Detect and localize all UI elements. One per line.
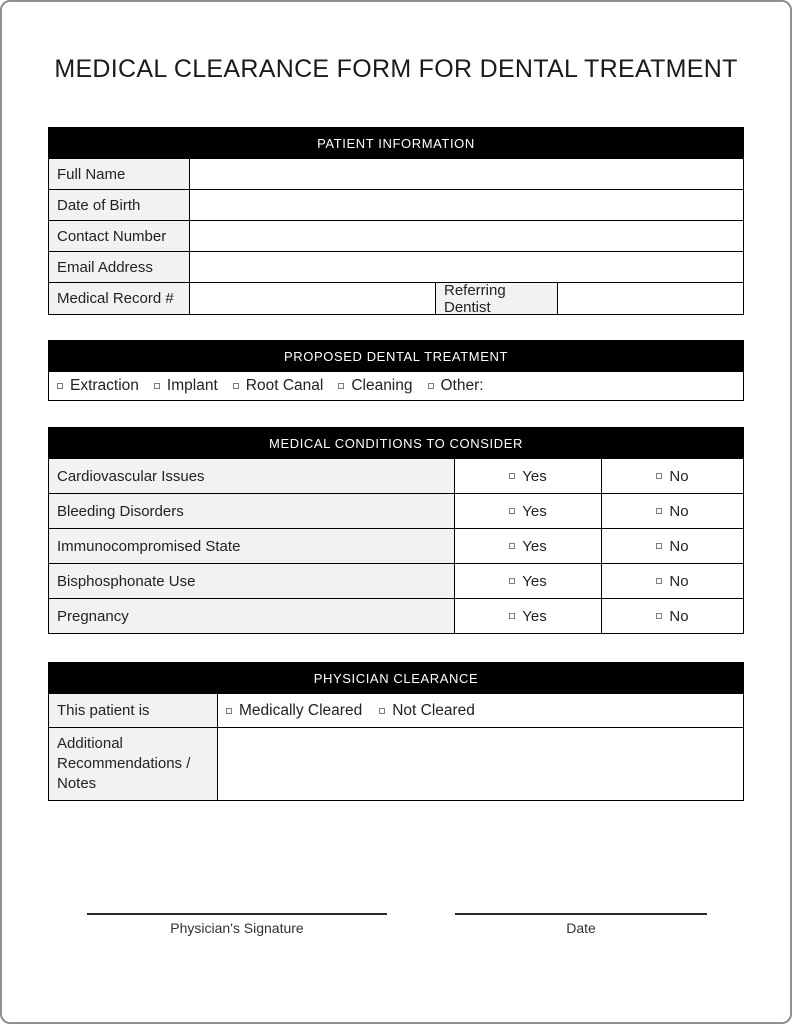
no-cell	[601, 599, 743, 633]
medical-record-label: Medical Record #	[49, 283, 189, 314]
patient-information-header: PATIENT INFORMATION	[49, 128, 743, 158]
date-line[interactable]	[455, 913, 707, 915]
cleaning-label: Cleaning	[351, 377, 413, 394]
treatment-options-row	[49, 371, 743, 400]
yes-cell	[454, 494, 601, 528]
email-address-label: Email Address	[49, 252, 189, 282]
extraction-checkbox[interactable]	[57, 383, 63, 389]
full-name-field[interactable]	[189, 159, 743, 189]
option-implant	[154, 377, 218, 395]
yes-label: Yes	[522, 607, 547, 625]
bleeding-no-checkbox[interactable]	[656, 508, 662, 514]
option-root-canal	[233, 377, 324, 395]
medically-cleared-label: Medically Cleared	[239, 701, 363, 719]
yes-cell	[454, 529, 601, 563]
date-of-birth-field[interactable]	[189, 190, 743, 220]
date-block	[455, 913, 707, 936]
pregnancy-no-checkbox[interactable]	[656, 613, 662, 619]
table-row	[49, 158, 743, 189]
condition-row-bisphosphonate	[49, 563, 743, 598]
implant-checkbox[interactable]	[154, 383, 160, 389]
option-extraction	[57, 377, 139, 395]
clearance-status-row	[49, 693, 743, 727]
physician-signature-caption: Physician's Signature	[170, 920, 304, 936]
no-label: No	[669, 502, 689, 520]
yes-label: Yes	[522, 467, 547, 485]
no-label: No	[669, 572, 689, 590]
date-of-birth-label: Date of Birth	[49, 190, 189, 220]
clearance-options-cell	[217, 694, 743, 727]
no-cell	[601, 529, 743, 563]
condition-row-bleeding	[49, 493, 743, 528]
email-address-field[interactable]	[189, 252, 743, 282]
cardiovascular-no-checkbox[interactable]	[656, 473, 662, 479]
condition-row-cardiovascular	[49, 458, 743, 493]
referring-dentist-label: Referring Dentist	[435, 283, 557, 314]
medically-cleared-checkbox[interactable]	[226, 708, 232, 714]
physician-signature-line[interactable]	[87, 913, 387, 915]
option-cleaning	[338, 377, 412, 395]
date-caption: Date	[566, 920, 596, 936]
no-cell	[601, 494, 743, 528]
this-patient-is-label: This patient is	[49, 694, 217, 727]
notes-row	[49, 727, 743, 800]
table-row	[49, 220, 743, 251]
yes-cell	[454, 599, 601, 633]
full-name-label: Full Name	[49, 159, 189, 189]
physician-signature-block	[87, 913, 387, 936]
not-cleared-checkbox[interactable]	[379, 708, 385, 714]
no-cell	[601, 564, 743, 598]
pregnancy-yes-checkbox[interactable]	[509, 613, 515, 619]
physician-clearance-section	[48, 662, 744, 801]
condition-label: Pregnancy	[49, 599, 454, 633]
condition-label: Bisphosphonate Use	[49, 564, 454, 598]
physician-clearance-header: PHYSICIAN CLEARANCE	[49, 663, 743, 693]
condition-label: Cardiovascular Issues	[49, 459, 454, 493]
medical-record-field[interactable]	[189, 283, 435, 314]
option-not-cleared	[379, 702, 475, 720]
table-row	[49, 189, 743, 220]
yes-label: Yes	[522, 572, 547, 590]
option-medically-cleared	[226, 702, 362, 720]
immunocompromised-no-checkbox[interactable]	[656, 543, 662, 549]
condition-label: Bleeding Disorders	[49, 494, 454, 528]
cleaning-checkbox[interactable]	[338, 383, 344, 389]
no-label: No	[669, 467, 689, 485]
bleeding-yes-checkbox[interactable]	[509, 508, 515, 514]
condition-label: Immunocompromised State	[49, 529, 454, 563]
no-label: No	[669, 537, 689, 555]
notes-label: Additional Recommendations / Notes	[49, 728, 217, 800]
yes-cell	[454, 459, 601, 493]
no-cell	[601, 459, 743, 493]
cardiovascular-yes-checkbox[interactable]	[509, 473, 515, 479]
table-row	[49, 282, 743, 314]
no-label: No	[669, 607, 689, 625]
immunocompromised-yes-checkbox[interactable]	[509, 543, 515, 549]
bisphosphonate-yes-checkbox[interactable]	[509, 578, 515, 584]
signature-area	[48, 913, 744, 936]
root-canal-label: Root Canal	[245, 377, 324, 394]
proposed-treatment-section	[48, 340, 744, 401]
patient-information-section	[48, 127, 744, 315]
yes-label: Yes	[522, 502, 547, 520]
contact-number-label: Contact Number	[49, 221, 189, 251]
other-label: Other:	[440, 377, 484, 394]
other-checkbox[interactable]	[428, 383, 434, 389]
page-title: MEDICAL CLEARANCE FORM FOR DENTAL TREATMENT	[54, 55, 738, 83]
root-canal-checkbox[interactable]	[233, 383, 239, 389]
bisphosphonate-no-checkbox[interactable]	[656, 578, 662, 584]
table-row	[49, 251, 743, 282]
notes-field[interactable]	[217, 728, 743, 800]
yes-label: Yes	[522, 537, 547, 555]
implant-label: Implant	[166, 377, 218, 394]
proposed-treatment-header: PROPOSED DENTAL TREATMENT	[49, 341, 743, 371]
yes-cell	[454, 564, 601, 598]
contact-number-field[interactable]	[189, 221, 743, 251]
medical-conditions-header: MEDICAL CONDITIONS TO CONSIDER	[49, 428, 743, 458]
referring-dentist-field[interactable]	[557, 283, 743, 314]
extraction-label: Extraction	[70, 377, 139, 394]
option-other	[428, 377, 484, 395]
condition-row-pregnancy	[49, 598, 743, 633]
not-cleared-label: Not Cleared	[392, 701, 475, 719]
medical-conditions-section	[48, 427, 744, 634]
condition-row-immunocompromised	[49, 528, 743, 563]
